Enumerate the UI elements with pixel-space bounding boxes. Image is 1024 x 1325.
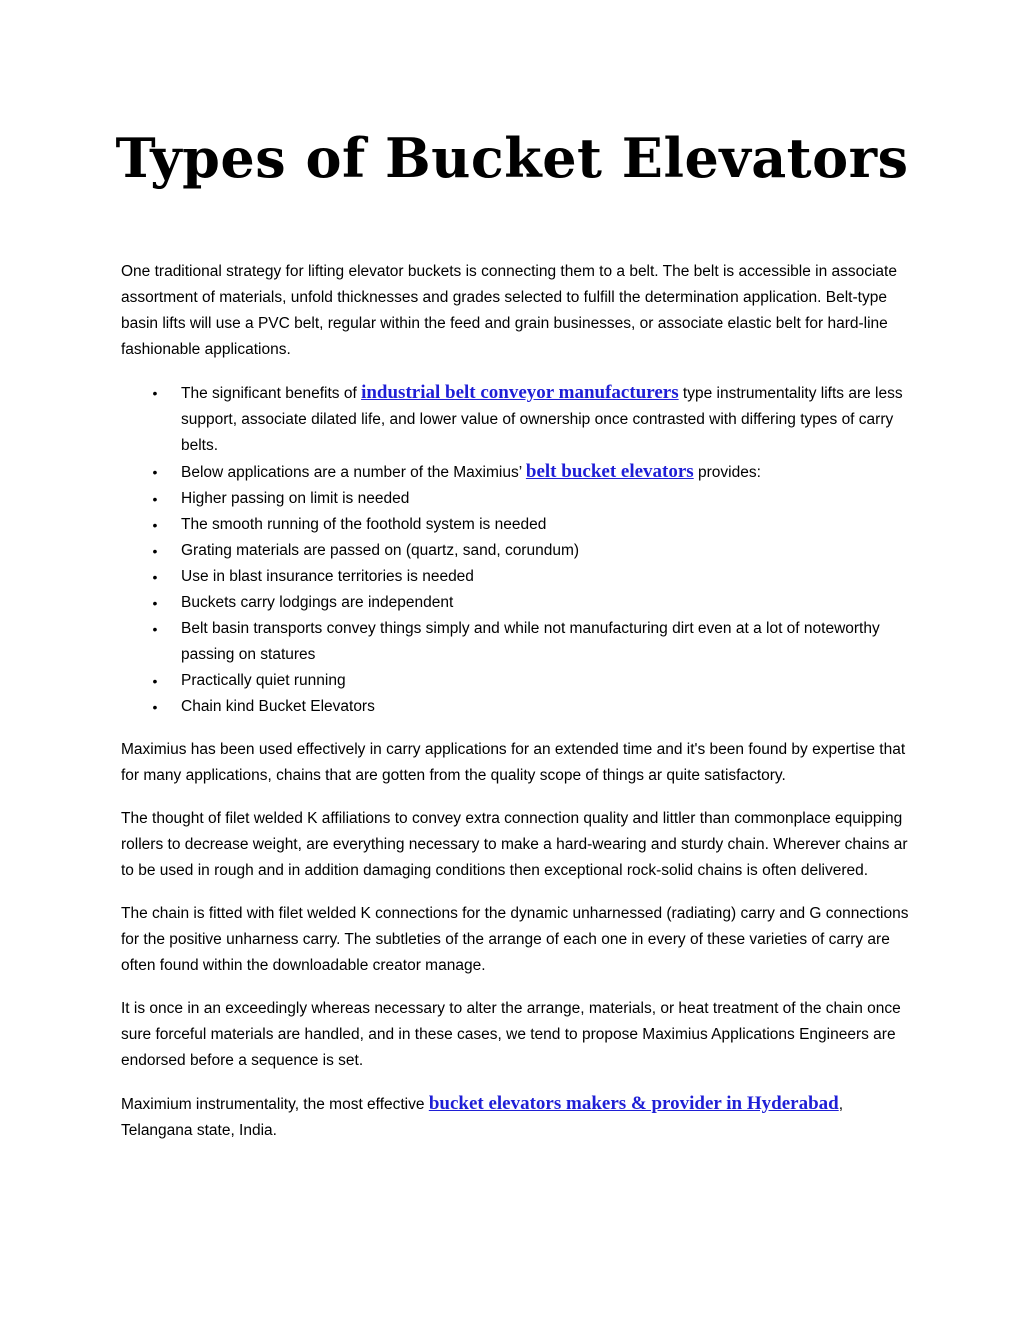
list-item (121, 459, 911, 486)
list-item-text: Belt basin transports convey things simply and while not manufacturing dirt even at a lot of noteworthy passing on statures (181, 620, 880, 663)
body-paragraph: It is once in an exceedingly whereas necessary to alter the arrange, materials, or heat treatment of the chain once sure forceful materials are handled, and in these cases, we tend to propose Maximius Applications Engineers are endorsed before a sequence is set. (121, 1000, 901, 1069)
industrial-belt-conveyor-link[interactable]: industrial belt conveyor manufacturers (361, 382, 679, 403)
closing-paragraph (121, 1091, 911, 1144)
intro-paragraph: One traditional strategy for lifting elevator buckets is connecting them to a belt. The belt is accessible in associate assortment of materials, unfold thicknesses and grades selected to fulfill the determination application. Belt-type basin lifts will use a PVC belt, regular within the feed and grain businesses, or associate elastic belt for hard-line fashionable applications. (121, 263, 897, 358)
list-item-text: type instrumentality lifts are less support, associate dilated life, and lower value of ownership once contrasted with differing types of carry belts. (181, 385, 903, 454)
list-item (121, 380, 911, 459)
bullet-icon: • (152, 543, 158, 559)
body-paragraph: The thought of filet welded K affiliations to convey extra connection quality and littler than commonplace equipping rollers to decrease weight, are everything necessary to make a hard-wearing and sturdy chain. Wherever chains ar to be used in rough and in addition damaging conditions then exceptional rock-solid chains is often delivered. (121, 810, 908, 879)
bullet-icon: • (152, 699, 158, 715)
bucket-elevators-makers-link[interactable]: bucket elevators makers & provider in Hyderabad (428, 1093, 839, 1114)
bullet-icon: • (152, 569, 158, 585)
bullet-icon: • (152, 385, 158, 401)
list-item (121, 590, 911, 616)
list-item (121, 538, 911, 564)
body-paragraph: Maximius has been used effectively in carry applications for an extended time and it's been found by expertise that for many applications, chains that are gotten from the quality scope of things ar quite satisfactory. (121, 741, 906, 784)
bullet-icon: • (152, 464, 158, 480)
document-body (121, 259, 911, 1161)
list-item-text: The smooth running of the foothold system is needed (181, 516, 547, 533)
bullet-icon: • (152, 621, 158, 637)
list-item-text: Below applications are a number of the Maximius’ (181, 464, 526, 481)
list-item (121, 616, 911, 668)
list-item (121, 486, 911, 512)
bullet-icon: • (152, 491, 158, 507)
list-item-text: provides: (693, 464, 761, 481)
list-item (121, 564, 911, 590)
benefits-list (121, 380, 911, 720)
closing-text: , Telangana state, India. (121, 1096, 844, 1139)
list-item-text: Grating materials are passed on (quartz, sand, corundum) (181, 542, 580, 559)
list-item-text: Higher passing on limit is needed (181, 490, 410, 507)
list-item-text: Chain kind Bucket Elevators (181, 698, 375, 715)
list-item-text: Use in blast insurance territories is needed (181, 568, 474, 585)
list-item-text: Practically quiet running (181, 672, 346, 689)
bullet-icon: • (152, 517, 158, 533)
list-item (121, 668, 911, 694)
list-item-text: The significant benefits of (181, 385, 362, 402)
document-title: Types of Bucket Elevators (115, 126, 909, 190)
body-paragraph: The chain is fitted with filet welded K connections for the dynamic unharnessed (radiating) carry and G connections for the positive unharness carry. The subtleties of the arrange of each one in every of these varieties of carry are often found within the downloadable creator manage. (121, 905, 909, 974)
bullet-icon: • (152, 673, 158, 689)
closing-text: Maximium instrumentality, the most effective (121, 1096, 429, 1113)
list-item-text: Buckets carry lodgings are independent (181, 594, 454, 611)
belt-bucket-elevators-link[interactable]: belt bucket elevators (525, 461, 694, 482)
list-item (121, 694, 911, 720)
list-item (121, 512, 911, 538)
bullet-icon: • (152, 595, 158, 611)
